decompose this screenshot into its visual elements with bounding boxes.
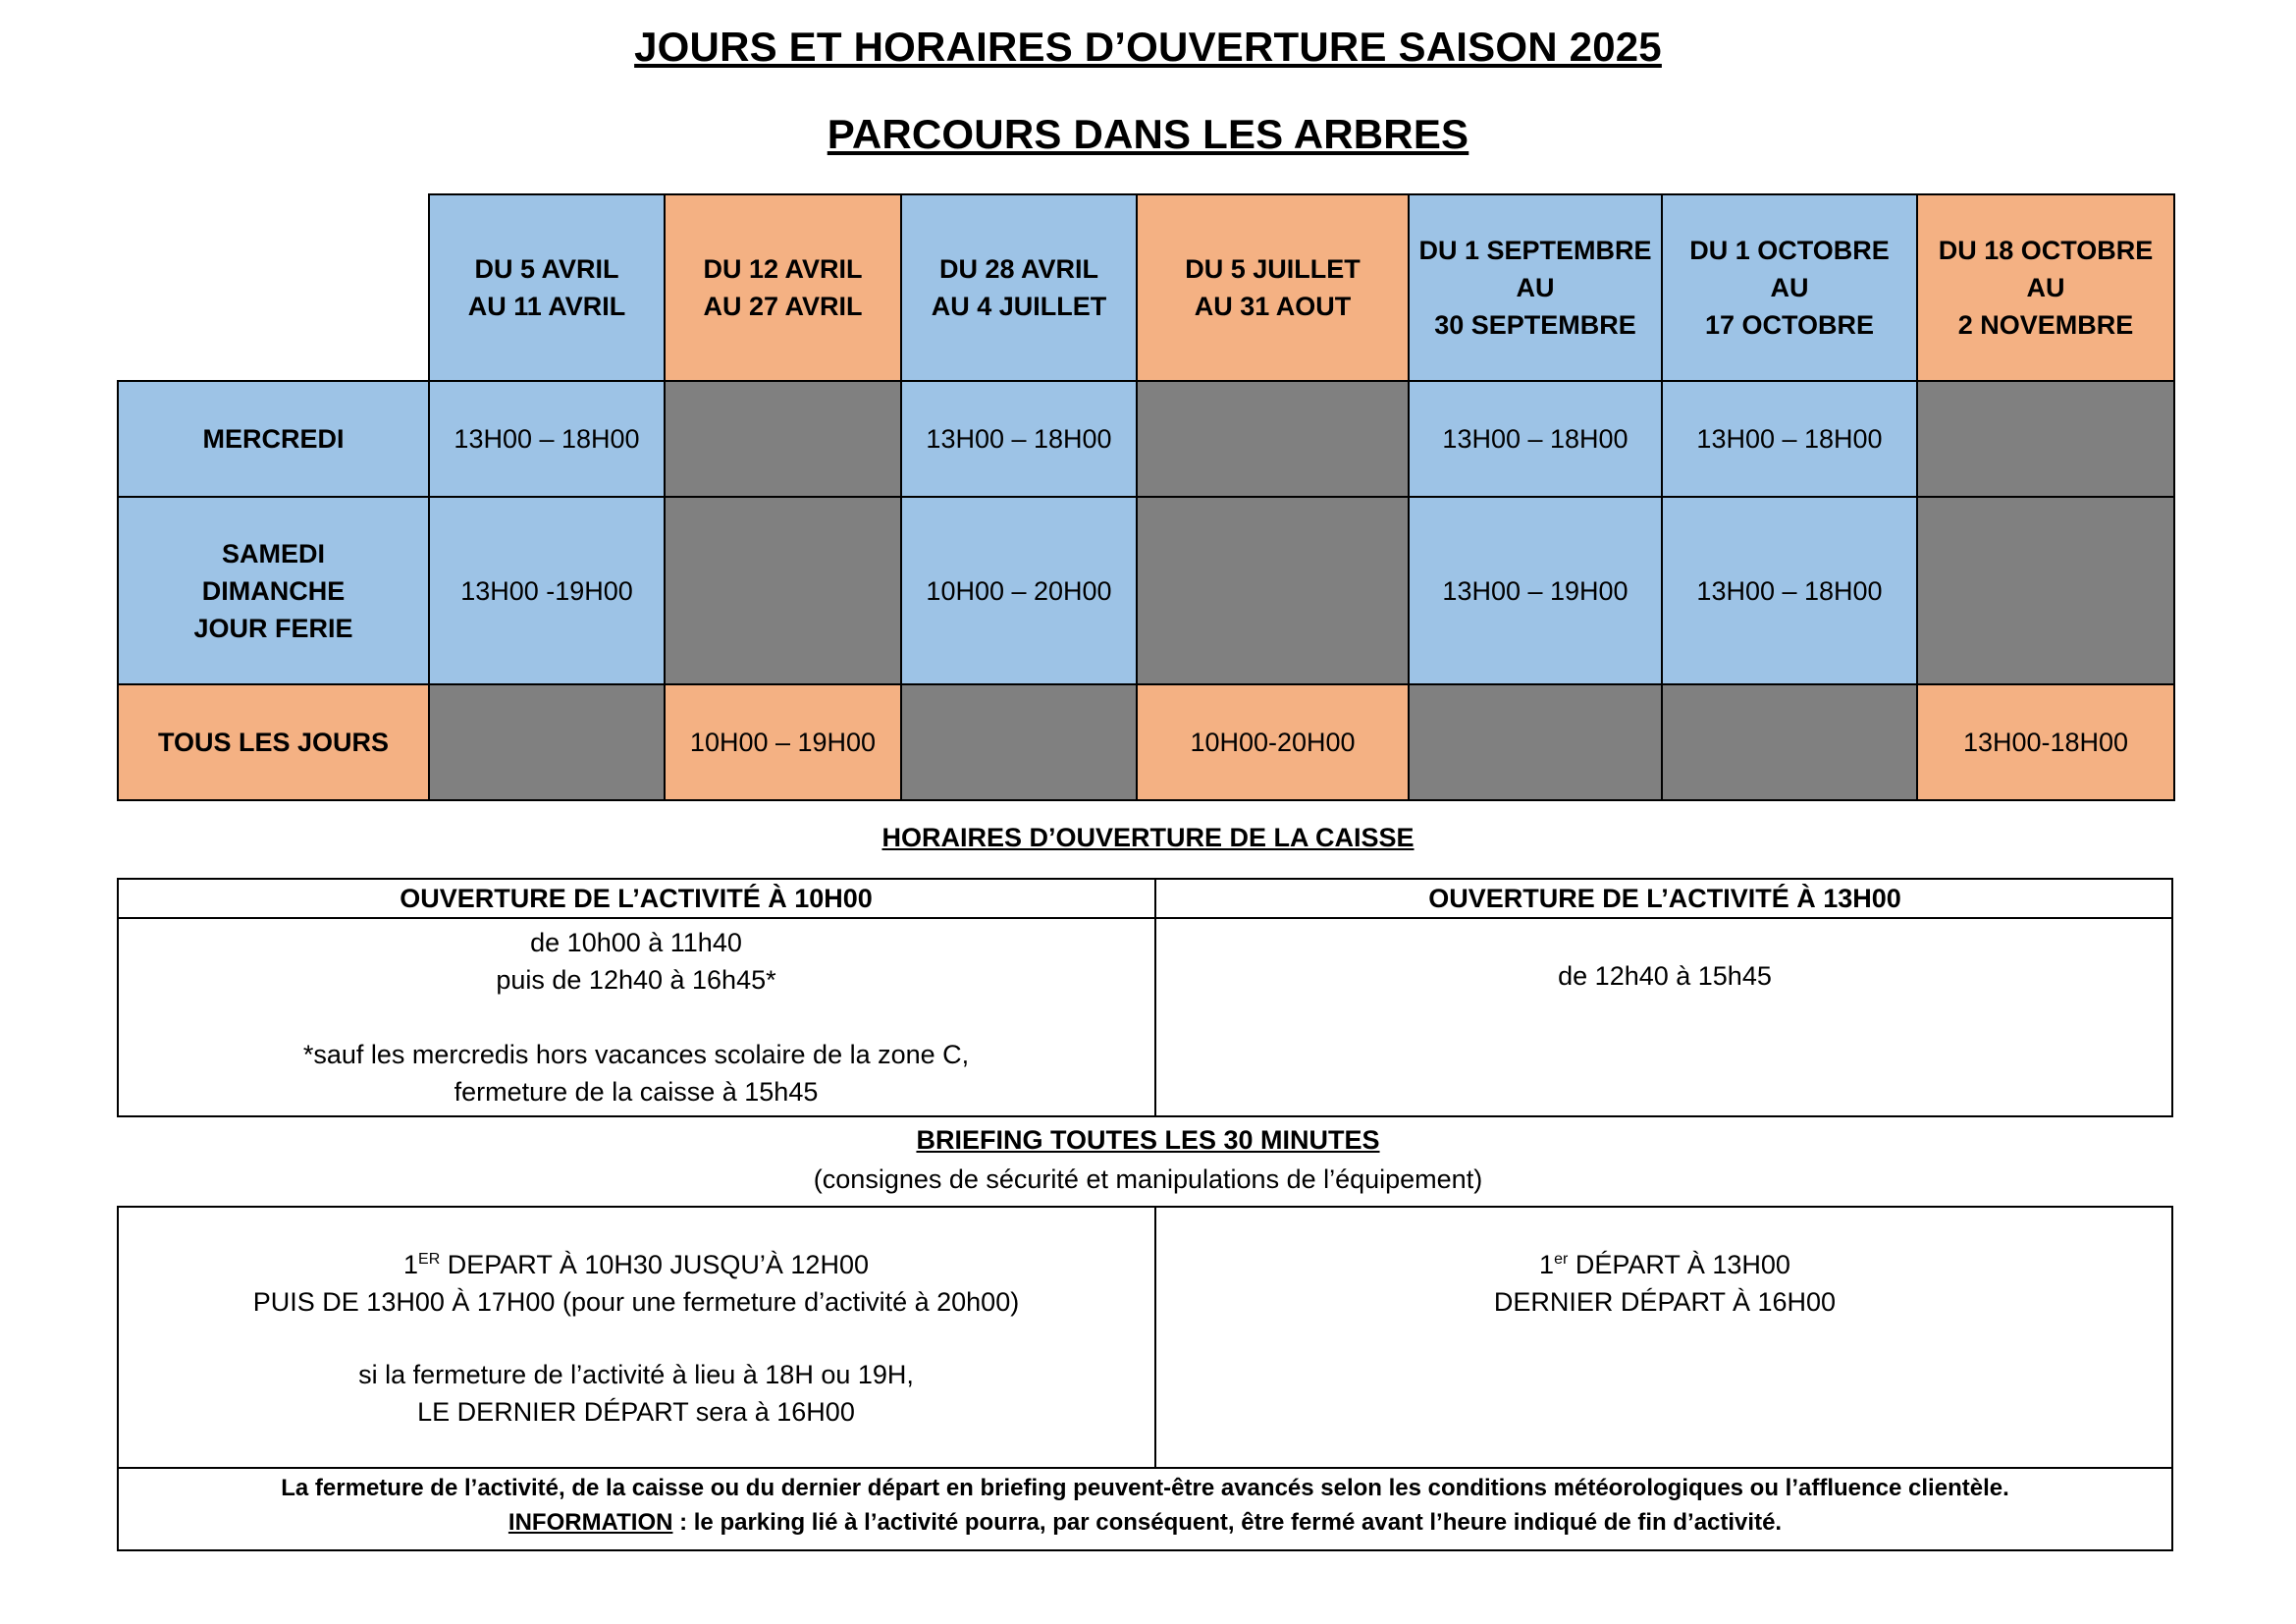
closed-cell [664, 496, 902, 685]
period-header: DU 5 AVRIL AU 11 AVRIL [428, 193, 666, 382]
hours-cell: 13H00 – 18H00 [428, 380, 666, 498]
day-label: MERCREDI [117, 380, 430, 498]
caisse-right-header: OUVERTURE DE L’ACTIVITÉ À 13H00 [1428, 884, 1901, 913]
closed-cell [1916, 496, 2175, 685]
hours-cell: 10H00 – 19H00 [664, 683, 902, 801]
period-header: DU 12 AVRIL AU 27 AVRIL [664, 193, 902, 382]
day-label: TOUS LES JOURS [117, 683, 430, 801]
briefing-right-text [1156, 1246, 2173, 1321]
note-line: La fermeture de l’activité, de la caisse ou du dernier départ en briefing peuvent-être avancés selon les conditions météorologiques ou l’affluence clientèle. [281, 1475, 2009, 1501]
period-header: DU 1 SEPTEMBRE AU 30 SEPTEMBRE [1408, 193, 1663, 382]
briefing-right-line: DERNIER DÉPART À 16H00 [1493, 1287, 1837, 1317]
hours-cell: 13H00 – 18H00 [1408, 380, 1663, 498]
closed-cell [428, 683, 666, 801]
caisse-right-text: de 12h40 à 15h45 [1558, 961, 1772, 991]
divider [117, 1467, 2173, 1469]
closed-cell [1661, 683, 1918, 801]
hours-cell: 10H00-20H00 [1136, 683, 1410, 801]
period-header: DU 1 OCTOBRE AU 17 OCTOBRE [1661, 193, 1918, 382]
hours-cell: 10H00 – 20H00 [900, 496, 1138, 685]
period-header: DU 18 OCTOBRE AU 2 NOVEMBRE [1916, 193, 2175, 382]
caisse-section-title: HORAIRES D’OUVERTURE DE LA CAISSE [881, 823, 1415, 852]
hours-cell: 13H00 – 19H00 [1408, 496, 1663, 685]
caisse-left-note: *sauf les mercredis hors vacances scolaire de la zone C, [302, 1040, 970, 1069]
briefing-subtitle: (consignes de sécurité et manipulations de l’équipement) [813, 1164, 1483, 1194]
note-line: INFORMATION : le parking lié à l’activité pourra, par conséquent, être fermé avant l’heure indiqué de fin d’activité. [507, 1509, 1783, 1536]
period-header: DU 5 JUILLET AU 31 AOUT [1136, 193, 1410, 382]
notes [117, 1471, 2173, 1540]
caisse-left-line: de 10h00 à 11h40 [530, 928, 742, 957]
closed-cell [1136, 380, 1410, 498]
closed-cell [1408, 683, 1663, 801]
briefing-right-line: 1er DÉPART À 13H00 [1539, 1250, 1790, 1279]
hours-cell: 13H00 – 18H00 [1661, 380, 1918, 498]
divider [117, 917, 2173, 919]
day-label: SAMEDI DIMANCHE JOUR FERIE [117, 496, 430, 685]
caisse-left-line: puis de 12h40 à 16h45* [496, 965, 776, 995]
hours-cell: 13H00 – 18H00 [900, 380, 1138, 498]
page-title: JOURS ET HORAIRES D’OUVERTURE SAISON 2025 [634, 24, 1662, 70]
caisse-left-note: fermeture de la caisse à 15h45 [454, 1077, 819, 1107]
closed-cell [1136, 496, 1410, 685]
briefing-left-text [117, 1246, 1155, 1431]
briefing-left-line: LE DERNIER DÉPART sera à 16H00 [417, 1397, 855, 1427]
briefing-left-line: si la fermeture de l’activité à lieu à 18H ou 19H, [358, 1360, 914, 1389]
hours-cell: 13H00 – 18H00 [1661, 496, 1918, 685]
caisse-left-text [117, 924, 1155, 1110]
hours-cell: 13H00-18H00 [1916, 683, 2175, 801]
briefing-left-line: 1ER DEPART À 10H30 JUSQU’À 12H00 [403, 1250, 869, 1279]
closed-cell [1916, 380, 2175, 498]
briefing-title: BRIEFING TOUTES LES 30 MINUTES [916, 1125, 1380, 1155]
hours-cell: 13H00 -19H00 [428, 496, 666, 685]
closed-cell [664, 380, 902, 498]
period-header: DU 28 AVRIL AU 4 JUILLET [900, 193, 1138, 382]
page-subtitle: PARCOURS DANS LES ARBRES [827, 111, 1469, 157]
caisse-left-header: OUVERTURE DE L’ACTIVITÉ À 10H00 [400, 884, 873, 913]
info-label: INFORMATION [507, 1509, 673, 1536]
briefing-left-line: PUIS DE 13H00 À 17H00 (pour une fermeture d’activité à 20h00) [252, 1287, 1020, 1317]
closed-cell [900, 683, 1138, 801]
